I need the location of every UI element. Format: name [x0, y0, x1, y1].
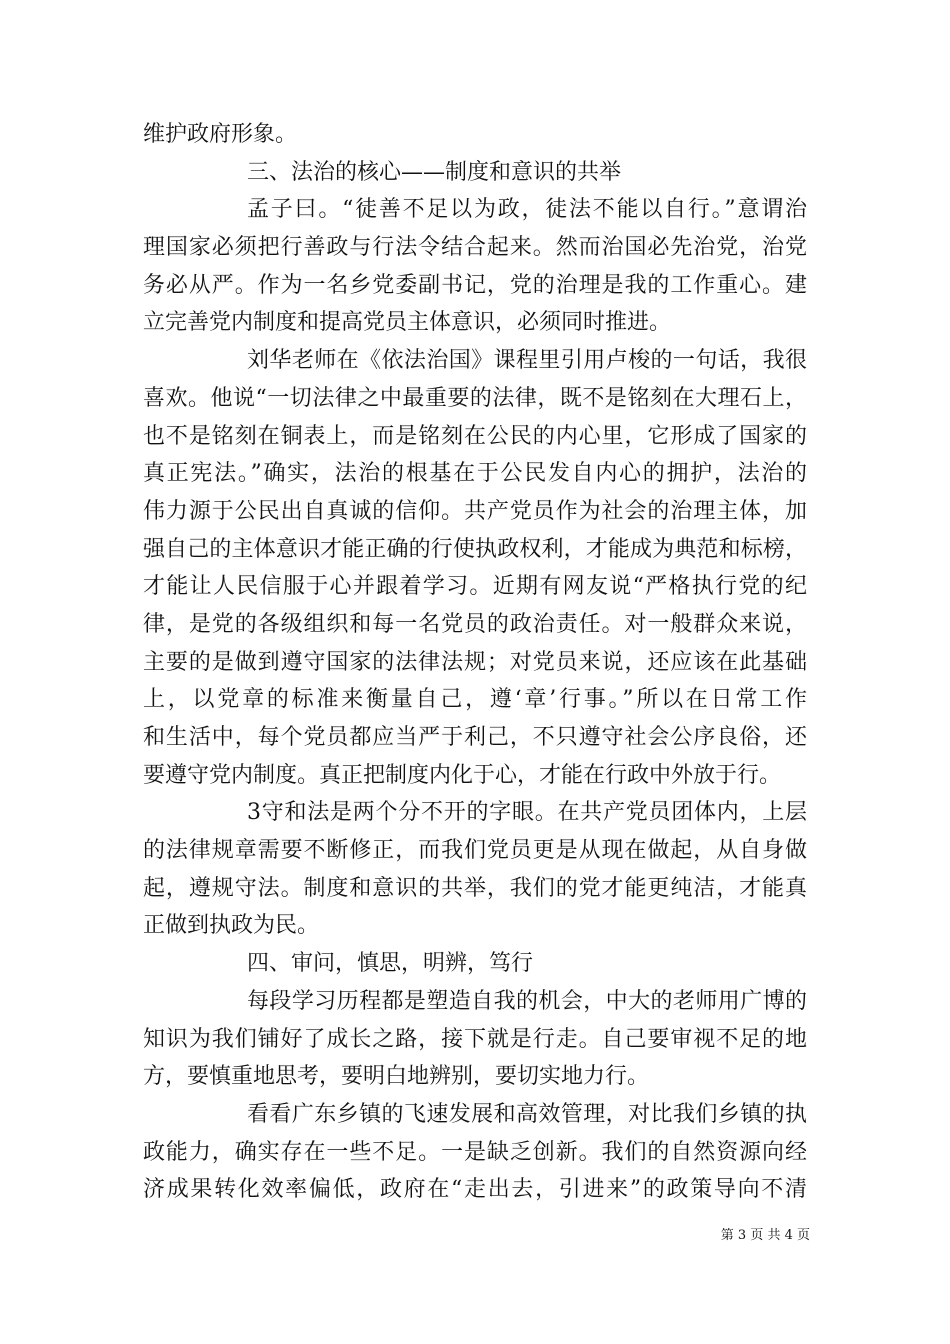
- text-line: 看看广东乡镇的飞速发展和高效管理，对比我们乡镇的执: [247, 1101, 807, 1127]
- text-line: 喜欢。他说“一切法律之中最重要的法律，既不是铭刻在大理石上，: [143, 385, 807, 411]
- text-line: 孟子曰。“徒善不足以为政，徒法不能以自行。”意谓治: [247, 197, 807, 223]
- text-line: 正做到执政为民。: [143, 913, 320, 939]
- text-line: 理国家必须把行善政与行法令结合起来。然而治国必先治党，治党: [143, 235, 807, 261]
- text-line: 起，遵规守法。制度和意识的共举，我们的党才能更纯洁，才能真: [143, 875, 807, 901]
- text-line: 强自己的主体意识才能正确的行使执政权利，才能成为典范和标榜，: [143, 536, 807, 562]
- text-line: 每段学习历程都是塑造自我的机会，中大的老师用广博的: [247, 988, 807, 1014]
- text-line: 维护政府形象。: [143, 122, 298, 147]
- section-heading: 三、法治的核心——制度和意识的共举: [247, 159, 622, 185]
- text-line: 政能力，确实存在一些不足。一是缺乏创新。我们的自然资源向经: [143, 1139, 807, 1165]
- text-line: 也不是铭刻在铜表上，而是铭刻在公民的内心里，它形成了国家的: [143, 423, 807, 449]
- text-line: 济成果转化效率偏低，政府在“走出去，引进来”的政策导向不清: [143, 1177, 807, 1203]
- text-line: 上，以党章的标准来衡量自己，遵‘章’行事。”所以在日常工作: [143, 687, 807, 713]
- text-line: 主要的是做到遵守国家的法律法规；对党员来说，还应该在此基础: [143, 649, 807, 675]
- document-body: [143, 116, 807, 1209]
- text-line: 方，要慎重地思考，要明白地辨别，要切实地力行。: [143, 1064, 650, 1090]
- text-line: 伟力源于公民出自真诚的信仰。共产党员作为社会的治理主体，加: [143, 498, 807, 524]
- text-line: 的法律规章需要不断修正，而我们党员更是从现在做起，从自身做: [143, 838, 807, 864]
- text-line: 才能让人民信服于心并跟着学习。近期有网友说“严格执行党的纪: [143, 574, 807, 600]
- text-line: 和生活中，每个党员都应当严于利己，不只遵守社会公序良俗，还: [143, 725, 807, 750]
- text-line: 3守和法是两个分不开的字眼。在共产党员团体内，上层: [247, 800, 807, 826]
- text-line: 刘华老师在《依法治国》课程里引用卢梭的一句话，我很: [247, 348, 807, 374]
- page-number-footer: 第 3 页 共 4 页: [720, 1228, 810, 1243]
- text-line: 真正宪法。”确实，法治的根基在于公民发自内心的拥护，法治的: [143, 461, 807, 487]
- text-line: 要遵守党内制度。真正把制度内化于心，才能在行政中外放于行。: [143, 762, 782, 788]
- section-heading: 四、审问，慎思，明辨，笃行: [247, 951, 534, 977]
- text-line: 律，是党的各级组织和每一名党员的政治责任。对一般群众来说，: [143, 611, 807, 637]
- text-line: 知识为我们铺好了成长之路，接下就是行走。自己要审视不足的地: [143, 1026, 807, 1052]
- text-line: 立完善党内制度和提高党员主体意识，必须同时推进。: [143, 310, 672, 336]
- text-line: 务必从严。作为一名乡党委副书记，党的治理是我的工作重心。建: [143, 272, 807, 298]
